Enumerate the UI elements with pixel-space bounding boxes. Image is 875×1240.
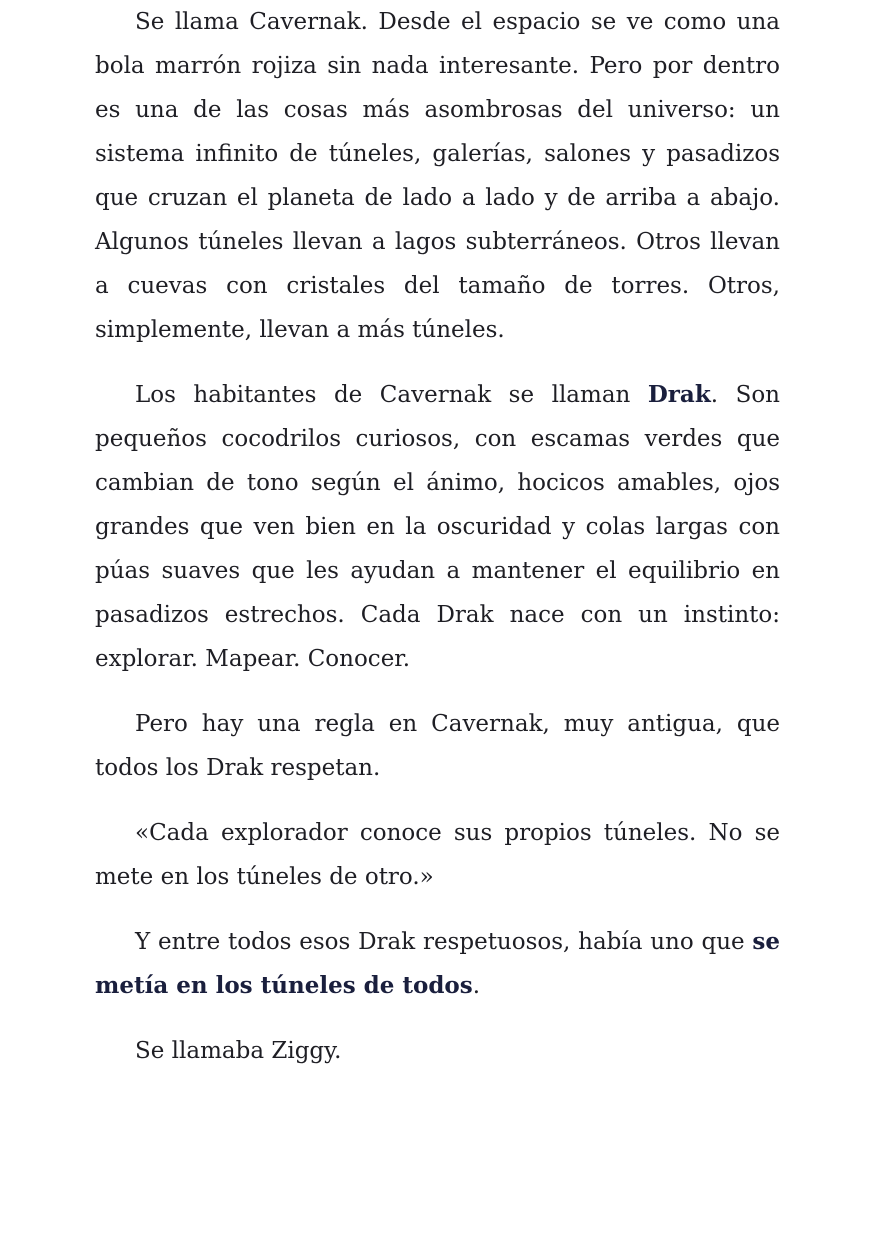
highlighted-term-drak: Drak <box>647 381 711 408</box>
paragraph-rule-quote <box>95 811 780 899</box>
paragraph-text: Se llamaba Ziggy. <box>135 1038 342 1064</box>
paragraph-text: Se llama Cavernak. Desde el espacio se ve como una bola marrón rojiza sin nada interesante. Pero por dentro es una de las cosas más asombrosas del universo: un sistema infinito de túneles, galerías, salones y pasadizos que cruzan el planeta de lado a lado y de arriba a abajo. Algunos túneles llevan a lagos subterráneos. Otros llevan a cuevas con cristales del tamaño de torres. Otros, simplemente, llevan a más túneles. <box>95 9 780 343</box>
paragraph-ziggy-intro <box>95 920 780 1008</box>
paragraph-text-before: Los habitantes de Cavernak se llaman <box>135 382 648 408</box>
book-page <box>95 0 780 1094</box>
paragraph-text-after: . <box>472 973 481 999</box>
paragraph-drak-description <box>95 373 780 681</box>
paragraph-text-after: . Son pequeños cocodrilos curiosos, con escamas verdes que cambian de tono según el ánimo, hocicos amables, ojos grandes que ven bien en la oscuridad y colas largas con púas suaves que les ayudan a mantener el equilibrio en pasadizos estrechos. Cada Drak nace con un instinto: explorar. Mapear. Conocer. <box>95 382 780 672</box>
paragraph-text: «Cada explorador conoce sus propios túneles. No se mete en los túneles de otro.» <box>95 820 780 890</box>
highlighted-phrase: se metía en los túneles de todos <box>95 928 780 999</box>
paragraph-cavernak-intro <box>95 0 780 352</box>
paragraph-rule-intro <box>95 702 780 790</box>
paragraph-text: Pero hay una regla en Cavernak, muy antigua, que todos los Drak respetan. <box>95 711 780 781</box>
paragraph-ziggy-name <box>95 1029 780 1073</box>
paragraph-text-before: Y entre todos esos Drak respetuosos, había uno que <box>135 929 753 955</box>
